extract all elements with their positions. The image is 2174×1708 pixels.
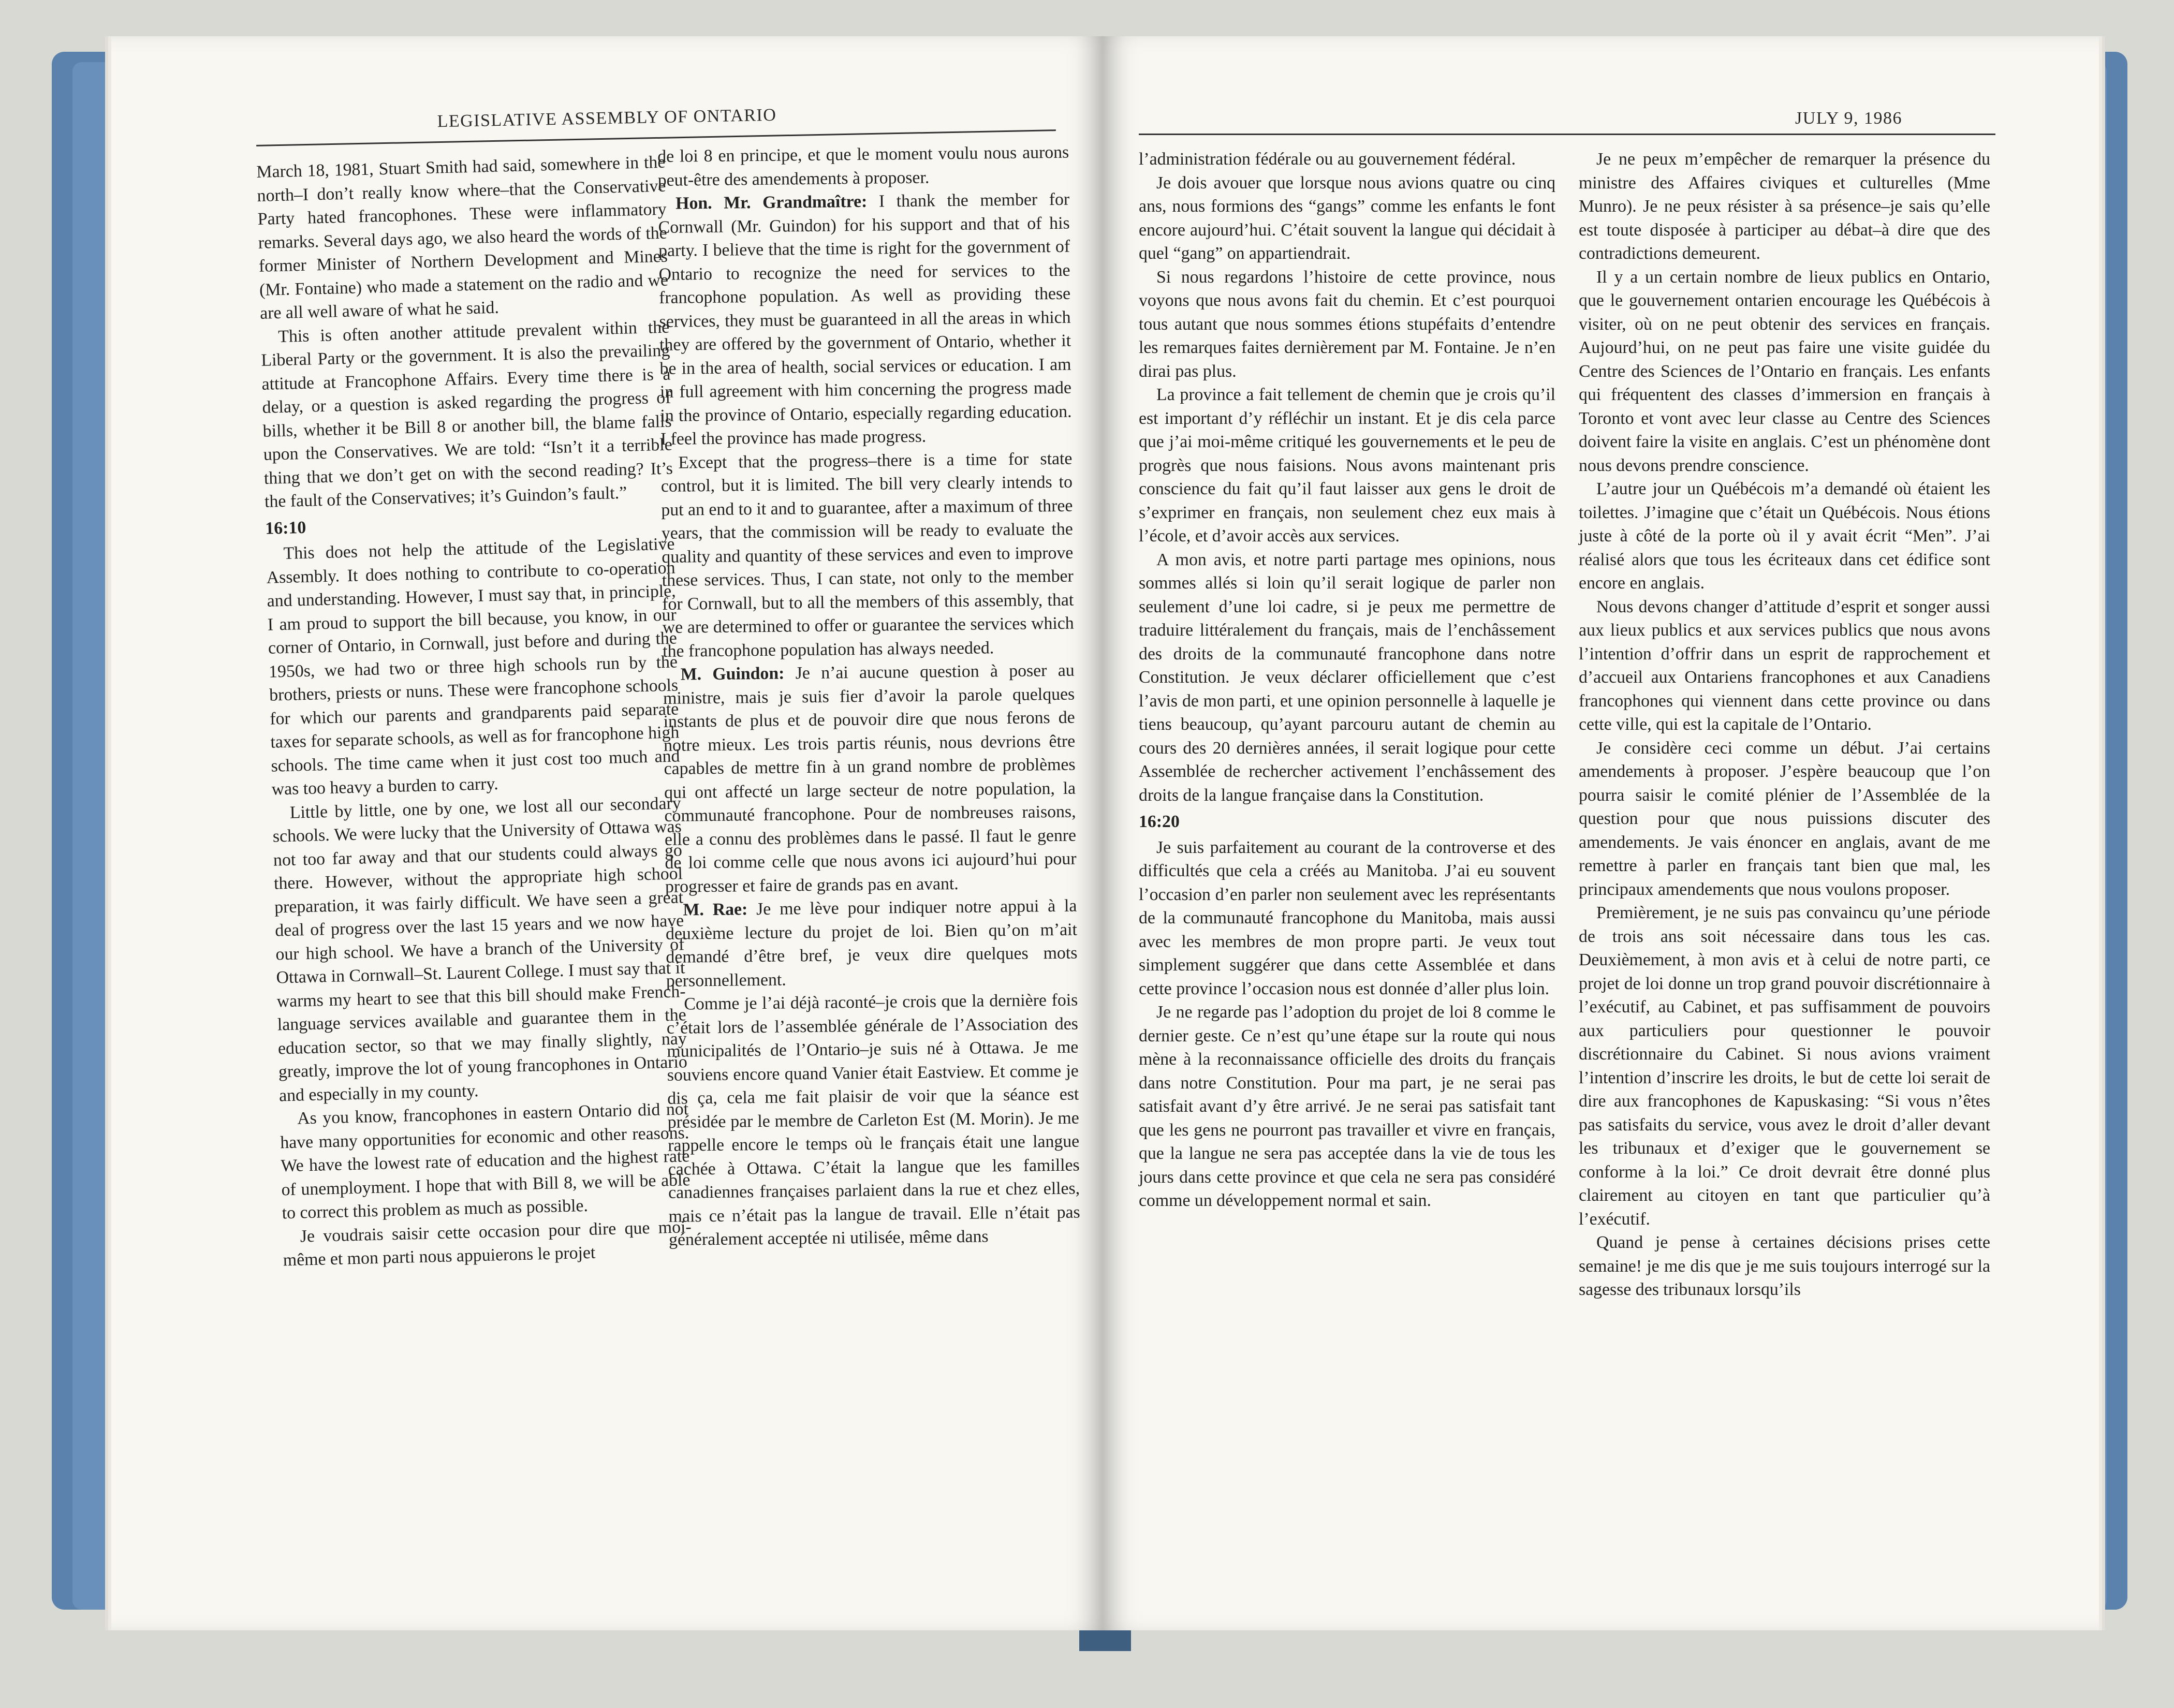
paragraph-text: As you know, francophones in eastern Ontario did not have many opportunities for economic and other reasons. We have the lowest rate of education and the highest rate of unemployment. I hope that with Bill 8, we will be able to correct this problem as much as possible. bbox=[280, 1099, 691, 1223]
speaker-name: M. Guindon: bbox=[680, 664, 785, 684]
left-column-2 bbox=[657, 141, 1080, 1252]
paragraph-text: Je considère ceci comme un début. J’ai certains amendements à proposer. J’espère beaucoup que l’on pourra saisir le comité plénier de l’Assemblée de la question pour que nous puissions discuter des amendements. Je vais énoncer en anglais, avant de me remettre à parler en français tant bien que mal, les principaux amendements que nous voulons proposer. bbox=[1579, 738, 1990, 899]
paragraph-text: A mon avis, et notre parti partage mes opinions, nous sommes allés si loin qu’il serait logique de parler non seulement d’une loi cadre, si je peux me permettre de traduire littéralement du français, mais de l’enchâssement des droits de la communauté francophone dans notre Constitution. Je veux déclarer officiellement que c’est l’avis de mon parti, et une opinion personnelle à laquelle je tiens beaucoup, qu’ayant parcouru autant de chemin au cours des 20 dernières années, il serait logique pour cette Assemblée de rechercher activement l’enchâssement des droits de la langue française dans la Constitution. bbox=[1139, 550, 1555, 805]
paragraph-text: Je ne peux m’empêcher de remarquer la présence du ministre des Affaires civiques et culturelles (Mme Munro). Je ne peux résister à sa présence–je sais qu’elle est toute disposée à participer au débat–à dire que des contradictions demeurent. bbox=[1579, 150, 1990, 263]
paragraph bbox=[1579, 737, 1990, 902]
paragraph bbox=[666, 989, 1080, 1252]
left-page bbox=[111, 36, 1103, 1630]
speaker-name: M. Rae: bbox=[683, 900, 748, 920]
paragraph bbox=[266, 532, 681, 801]
paragraph-text: Quand je pense à certaines décisions prises cette semaine! je me dis que je me suis toujours interrogé sur la sagesse des tribunaux lorsqu’ils bbox=[1579, 1233, 1990, 1299]
left-column-1 bbox=[256, 151, 692, 1272]
paragraph-text: Je suis parfaitement au courant de la controverse et des difficultés que cela a créés au Manitoba. J’ai eu souvent l’occasion d’en parler non seulement avec les représentants de la communauté francophone du Manitoba, mais aussi avec les membres de mon propre parti. Je veux tout simplement suggérer que dans cette Assemblée et dans cette province l’occasion nous est donnée d’aller plus loin. bbox=[1139, 837, 1555, 998]
paragraph bbox=[1579, 148, 1990, 266]
paragraph-text: This does not help the attitude of the Legislative Assembly. It does nothing to contribute to co-operation and understanding. However, I must say that, in principle, I am proud to support the bill because, you know, in our corner of Ontario, in Cornwall, just before and during the 1950s, we had two or three high schools run by the brothers, priests or nuns. These were francophone schools for which our parents and grandparents paid separate taxes for separate schools, as well as for francophone high schools. The time came when it just cost too much and was too heavy a burden to carry. bbox=[266, 534, 680, 799]
paragraph bbox=[1579, 1231, 1990, 1302]
paragraph bbox=[1579, 595, 1990, 737]
header-rule-right bbox=[1139, 134, 1995, 135]
paragraph-text: I thank the member for Cornwall (Mr. Guindon) for his support and that of his party. I believe that the time is right for the government of Ontario to recognize the need for services to the francophone population. As well as providing these services, they must be guaranteed in all the areas in which they are offered by the government of Ontario, whether it be in the area of health, social services or education. I am in full agreement with him concerning the progress made in the province of Ontario, especially regarding education. I feel the province has made progress. bbox=[658, 189, 1072, 449]
paragraph-text: Je voudrais saisir cette occasion pour dire que moi-même et mon parti nous appuierons le projet bbox=[283, 1217, 692, 1270]
paragraph bbox=[658, 188, 1072, 451]
paragraph-text: This is often another attitude prevalent within the Liberal Party or the government. It is also the prevailing attitude at Francophone Affairs. Every time there is a delay, or a question is asked regarding the progress of bills, whether it be Bill 8 or another bill, the blame falls upon the Conservatives. We are told: “Isn’t it a terrible thing that we don’t get on with the second reading? It’s the fault of the Conservatives; it’s Guindon’s fault.” bbox=[260, 317, 673, 511]
paragraph-text: Nous devons changer d’attitude d’esprit et songer aussi aux lieux publics et aux services publics que nous avons l’intention d’offrir dans un esprit de rapprochement et d’accueil aux Ontariens francophones et aux Canadiens francophones qui viennent dans cette province ou dans cette ville, qui est la capitale de l’Ontario. bbox=[1579, 597, 1990, 734]
paragraph bbox=[1139, 266, 1555, 384]
paragraph bbox=[272, 791, 688, 1108]
paragraph bbox=[1139, 836, 1555, 1001]
paragraph-text: Si nous regardons l’histoire de cette province, nous voyons que nous avons fait du chemin. Et c’est pourquoi tous autant que nous sommes étions stupéfaits d’entendre les remarques faites dernièrement par M. Fontaine. Je n’en dirai pas plus. bbox=[1139, 267, 1555, 381]
paragraph bbox=[1139, 171, 1555, 266]
paragraph-text: Premièrement, je ne suis pas convaincu qu’une période de trois ans soit nécessaire dans tous les cas. Deuxièmement, à mon avis et à celui de notre parti, ce projet de loi donne un trop grand pouvoir discrétionnaire à l’exécutif, au Cabinet, et pas suffisamment de pouvoirs aux particuliers pour questionner le pouvoir discrétionnaire du Cabinet. Si nous avions vraiment l’intention d’inscrire les droits, le but de cette loi serait de dire aux francophones de Kapuskasing: “Si vous n’êtes pas satisfaits du service, vous avez le droit d’aller devant les tribunaux et d’exiger que le gouvernement se conforme à la loi.” Ce droit devrait être donné plus clairement au citoyen en tant que particulier qu’à l’exécutif. bbox=[1579, 903, 1990, 1229]
paragraph bbox=[657, 141, 1069, 192]
paragraph-text: La province a fait tellement de chemin que je crois qu’il est important d’y réfléchir un instant. Et je dis cela parce que j’ai moi-même critiqué les gouvernements et le peu de progrès que nous faisions. Nous avons maintenant pris conscience du fait qu’il faut laisser aux gens le droit de s’exprimer en français, non seulement chez eux mais à l’école, et d’avoir accès aux services. bbox=[1139, 385, 1555, 546]
right-column-1 bbox=[1139, 148, 1555, 1213]
right-page bbox=[1103, 36, 2099, 1630]
paragraph bbox=[660, 447, 1074, 663]
paragraph-text: Il y a un certain nombre de lieux publics en Ontario, que le gouvernement ontarien encourage les Québécois à visiter, où on ne peut obtenir des services en français. Aujourd’hui, on ne peut pas faire une visite guidée du Centre des Sciences de l’Ontario en français. Les enfants qui fréquentent des classes d’immersion en français à Toronto et vont avec leur classe au Centre des Sciences doivent faire la visite en anglais. C’est un phénomène dont nous devons prendre conscience. bbox=[1579, 267, 1990, 475]
running-head-left: LEGISLATIVE ASSEMBLY OF ONTARIO bbox=[437, 105, 777, 131]
paragraph-text: 16:10 bbox=[265, 518, 306, 538]
speaker-name: Hon. Mr. Grandmaître: bbox=[675, 192, 868, 213]
paragraph bbox=[1139, 383, 1555, 548]
paragraph bbox=[665, 894, 1078, 993]
paragraph bbox=[256, 151, 669, 326]
paragraph-text: l’administration fédérale ou au gouvernement fédéral. bbox=[1139, 150, 1516, 169]
timestamp-heading bbox=[1139, 810, 1555, 834]
paragraph bbox=[663, 659, 1077, 899]
paragraph bbox=[1579, 477, 1990, 595]
paragraph-text: Comme je l’ai déjà raconté–je crois que la dernière fois c’était lors de l’assemblée générale de l’Association des municipalités de l’Ontario–je suis né à Ottawa. Je me souviens encore quand Vanier était Eastview. Et comme je dis ça, cela me fait plaisir de voir que la séance est présidée par le membre de Carleton Est (M. Morin). Je me rappelle encore le temps où le français était une langue cachée à Ottawa. C’était la langue que les familles canadiennes françaises parlaient dans la rue et chez elles, mais ce n’était pas la langue de travail. Elle n’était pas généralement acceptée ni utilisée, même dans bbox=[666, 990, 1080, 1249]
paragraph bbox=[282, 1215, 692, 1272]
paragraph-text: de loi 8 en principe, et que le moment voulu nous aurons peut-être des amendements à proposer. bbox=[657, 142, 1069, 190]
running-head-right: JULY 9, 1986 bbox=[1795, 109, 1902, 128]
paragraph-text: L’autre jour un Québécois m’a demandé où étaient les toilettes. J’imagine que c’était un Québécois. Nous étions juste à côté de la porte où il y avait écrit “Men”. J’ai réalisé alors que tous les écriteaux dans cet édifice sont encore en anglais. bbox=[1579, 479, 1990, 593]
paragraph bbox=[280, 1097, 691, 1225]
paragraph bbox=[1139, 148, 1555, 171]
paragraph bbox=[1579, 266, 1990, 478]
right-column-2 bbox=[1579, 148, 1990, 1302]
paragraph-text: Je n’ai aucune question à poser au ministre, mais je suis fier d’avoir la parole quelques instants de plus et de pouvoir dire que nous ferons de notre mieux. Les trois partis réunis, nous devrions être capables de mettre fin à un grand nombre de problèmes qui ont affecté un large secteur de notre population, la communauté francophone. Pour de nombreuses raisons, elle a connu des problèmes dans le passé. Il faut le genre de loi comme celle que nous avons ici aujourd’hui pour progresser et faire de grands pas en avant. bbox=[663, 660, 1077, 896]
paragraph bbox=[1579, 901, 1990, 1231]
paragraph-text: Je dois avouer que lorsque nous avions quatre ou cinq ans, nous formions des “gangs” comme les enfants le font encore aujourd’hui. C’était souvent la langue qui décidait à quel “gang” on appartiendrait. bbox=[1139, 173, 1555, 263]
paragraph-text: March 18, 1981, Stuart Smith had said, somewhere in the north–I don’t really know where–that the Conservative Party hated francophones. These were inflammatory remarks. Several days ago, we also heard the words of the former Minister of Northern Development and Mines (Mr. Fontaine) who made a statement on the radio and we are all well aware of what he said. bbox=[256, 152, 669, 323]
paragraph-text: Little by little, one by one, we lost all our secondary schools. We were lucky that the University of Ottawa was not too far away and that our students could always go there. However, without the appropriate high school preparation, it was fairly difficult. We have seen a great deal of progress over the last 15 years and we now have our high school. We have a branch of the University of Ottawa in Cornwall–St. Laurent College. I must say that it warms my heart to see that this bill should make French-language services available and guarantee them in the education sector, so that we may finally slightly, nay greatly, improve the lot of young francophones in Ontario and especially in my county. bbox=[272, 793, 688, 1105]
paragraph bbox=[1139, 1000, 1555, 1213]
paragraph bbox=[260, 315, 674, 513]
paragraph bbox=[1139, 548, 1555, 807]
paragraph-text: Except that the progress–there is a time for state control, but it is limited. The bill very clearly intends to put an end to it and to guarantee, after a maximum of three years, that the commission will be ready to evaluate the quality and quantity of these services and even to improve these services. Thus, I can state, not only to the member for Cornwall, but to all the members of this assembly, that we are determined to offer or guarantee the services which the francophone population has always needed. bbox=[660, 449, 1074, 661]
paragraph-text: 16:20 bbox=[1139, 812, 1180, 831]
paragraph-text: Je me lève pour indiquer notre appui à la deuxième lecture du projet de loi. Bien qu’on m’ait demandé d’être bref, je veux dire quelques mots personnellement. bbox=[665, 896, 1078, 991]
paragraph-text: Je ne regarde pas l’adoption du projet de loi 8 comme le dernier geste. Ce n’est qu’une étape sur la route qui nous mène à la reconnaissance officielle des droits du français dans notre Constitution. Pour ma part, je ne serai pas satisfait avant d’y être arrivé. Je ne serai pas satisfait tant que les gens ne pourront pas travailler et vivre en français, que la langue ne sera pas acceptée dans la vie de tous les jours dans cette province et que cela ne sera pas considéré comme un développement normal et sain. bbox=[1139, 1003, 1555, 1210]
